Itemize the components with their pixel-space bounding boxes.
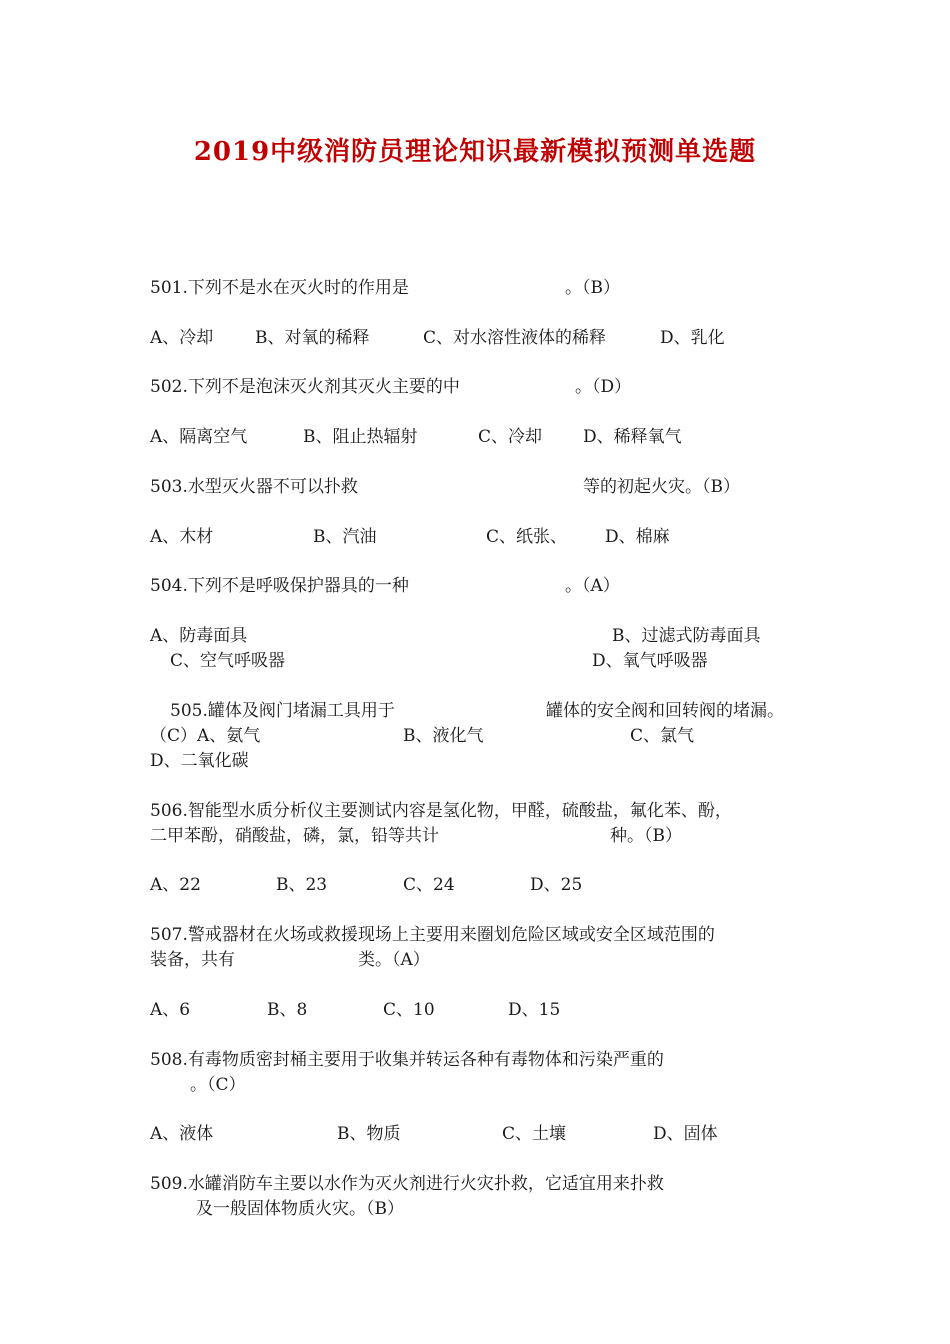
option-a: A、6: [150, 1000, 191, 1020]
option-b: B、23: [276, 875, 328, 895]
page-title: 2019中级消防员理论知识最新模拟预测单选题: [193, 137, 757, 167]
option-b: B、液化气: [403, 726, 484, 746]
question-506-stem-continued: 二甲苯酚，硝酸盐，磷，氯，铅等共计: [150, 826, 439, 846]
question-503-answer: 等的初起火灾。（B）: [583, 477, 740, 497]
question-502-stem: 502.下列不是泡沫灭火剂其灭火主要的中: [150, 377, 460, 397]
option-c: C、氯气: [630, 726, 695, 746]
option-c: C、纸张、: [486, 527, 568, 547]
question-505-answer-option-a: （C）A、氨气: [150, 726, 261, 746]
option-b: B、汽油: [313, 527, 377, 547]
question-508-stem: 508.有毒物质密封桶主要用于收集并转运各种有毒物体和污染严重的: [150, 1050, 664, 1070]
question-509-stem: 509.水罐消防车主要以水作为灭火剂进行火灾扑救，它适宜用来扑救: [150, 1174, 664, 1194]
question-506-answer: 种。（B）: [610, 826, 682, 846]
question-504-stem: 504.下列不是呼吸保护器具的一种: [150, 576, 409, 596]
option-a: A、22: [150, 875, 201, 895]
question-506-stem: 506.智能型水质分析仪主要测试内容是氢化物，甲醛，硫酸盐，氟化苯、酚，: [150, 801, 732, 821]
option-d: D、15: [508, 1000, 561, 1020]
question-504-answer: 。（A）: [565, 576, 620, 596]
option-b: B、阻止热辐射: [303, 427, 418, 447]
option-a: A、冷却: [150, 328, 214, 348]
option-a: A、防毒面具: [150, 626, 248, 646]
question-501-stem: 501.下列不是水在灭火时的作用是: [150, 278, 409, 298]
question-509-stem-continued: 及一般固体物质火灾。（B）: [196, 1199, 404, 1219]
question-507-stem: 507.警戒器材在火场或救援现场上主要用来圈划危险区域或安全区域范围的: [150, 925, 715, 945]
option-a: A、液体: [150, 1124, 214, 1144]
option-d: D、二氧化碳: [150, 751, 249, 771]
option-a: A、木材: [150, 527, 214, 547]
option-d: D、乳化: [660, 328, 725, 348]
option-b: B、对氧的稀释: [255, 328, 370, 348]
option-c: C、10: [383, 1000, 435, 1020]
option-b: B、过滤式防毒面具: [612, 626, 761, 646]
option-d: D、25: [530, 875, 583, 895]
option-d: D、氧气呼吸器: [592, 651, 708, 671]
option-c: C、空气呼吸器: [170, 651, 286, 671]
option-b: B、8: [267, 1000, 308, 1020]
option-d: D、固体: [653, 1124, 718, 1144]
option-c: C、土壤: [502, 1124, 567, 1144]
option-c: C、24: [403, 875, 455, 895]
question-502-answer: 。（D）: [575, 377, 632, 397]
question-505-stem-continued: 罐体的安全阀和回转阀的堵漏。: [546, 701, 784, 721]
question-505-stem: 505.罐体及阀门堵漏工具用于: [170, 701, 395, 721]
option-a: A、隔离空气: [150, 427, 248, 447]
option-d: D、棉麻: [605, 527, 670, 547]
question-501-answer: 。（B）: [565, 278, 620, 298]
option-c: C、对水溶性液体的稀释: [423, 328, 607, 348]
question-507-answer: 类。（A）: [358, 950, 430, 970]
question-507-stem-continued: 装备，共有: [150, 950, 235, 970]
question-508-answer: 。（C）: [190, 1075, 246, 1095]
question-503-stem: 503.水型灭火器不可以扑救: [150, 477, 358, 497]
option-c: C、冷却: [478, 427, 543, 447]
option-d: D、稀释氧气: [583, 427, 682, 447]
option-b: B、物质: [337, 1124, 401, 1144]
